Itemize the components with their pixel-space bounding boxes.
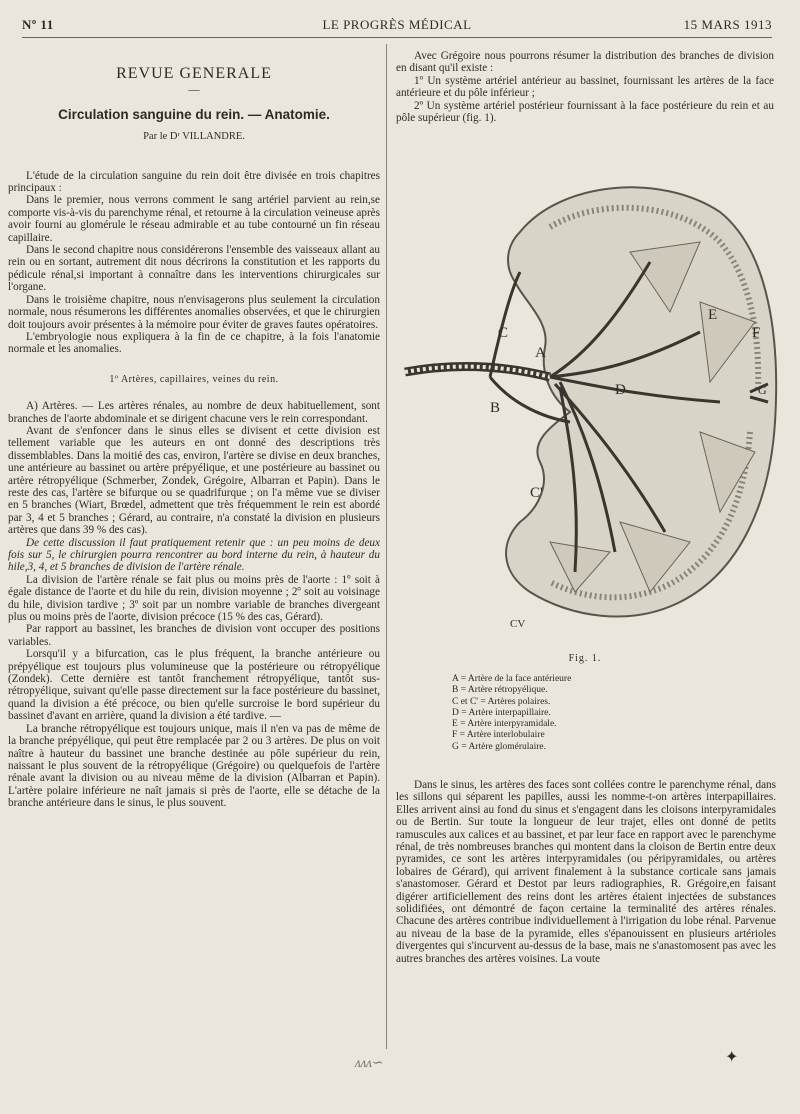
figure-label: C: [498, 325, 509, 341]
right-column-top: [396, 50, 774, 124]
byline: Par le Dʳ VILLANDRE.: [143, 131, 245, 143]
legend-item: A = Artère de la face antérieure: [452, 674, 572, 684]
paragraph: Dans le second chapitre nous considérerons l'ensemble des vaisseaux allant au rein ou en sortant, autrement dit nous décrirons la constitution et les rapports du pédicule rénal,si important à connaître dans les interventions chirurgicales sur l'organe.: [8, 244, 380, 294]
star-ornament-icon: ✦: [725, 1049, 739, 1066]
figure-label: A: [535, 345, 546, 361]
paragraph: L'étude de la circulation sanguine du rein doit être divisée en trois chapitres principaux :: [8, 169, 380, 195]
issue-number: Nº 11: [22, 17, 54, 32]
running-header: [22, 15, 772, 38]
section-heading: 1º Artères, capillaires, veines du rein.: [109, 373, 279, 385]
legend-item: C et C' = Artères polaires.: [452, 696, 551, 707]
paragraph: Avec Grégoire nous pourrons résumer la distribution des branches de division en disant qu'il existe :: [396, 50, 774, 75]
paragraph: 2º Un système artériel postérieur fournissant à la face postérieure du rein et au pôle supérieur (fig. 1).: [396, 99, 774, 125]
legend-item: D = Artère interpapillaire.: [452, 707, 551, 718]
paragraph: De cette discussion il faut pratiquement retenir que : un peu moins de deux fois sur 5, le chirurgien pourra rencontrer au bord interne du rein, à hauteur du hile,3, 4, et 5 branches de division de l'artère rénale.: [8, 536, 380, 574]
paragraph: Par rapport au bassinet, les branches de division vont occuper des positions variables.: [8, 623, 380, 648]
paragraph: Dans le sinus, les artères des faces sont collées contre le parenchyme rénal, dans les sillons qui séparent les papilles, aussi les nomme-t-on artères interpapillaires. Elles arrivent ainsi au fond du sinus et s'engagent dans les cloisons interpyramidales ou de Bertin. Sur toute la longueur de leur trajet, elles ont donné de petits ramuscules aux calices et au bassinet, et par leur face en rapport avec le parenchyme rénal, de très nombreuses branches qui montent dans la cloison de Bertin entre deux pyramides, ce sont les artères interpyramidales (ou péripyramidales, ou artères lobaires de Gérard), qui arrivent finalement à la substance corticale sans jamais s'anastomoser. Gérard et Destot par leurs radiographies, R. Grégoire,en faisant digérer artificiellement des reins dont les artères étaient injectées de substances solidifiées, ont démontré de façon certaine la terminalité des artères rénales. Chacune des artères contribue individuellement à l'irrigation du lobe rénal. Parvenue au niveau de la base de la pyramide, elles s'épanouissent en plusieurs artérioles divergentes qui s'incurvent au-dessus de la base, mais ne s'anastomosent pas avec les autres branches des artères voisines. La voute: [396, 779, 776, 965]
figure-label: C': [530, 485, 543, 501]
paragraph: A) Artères. — Les artères rénales, au nombre de deux habituellement, sont branches de l'aorte abdominale et se dirigent chacune vers le rein correspondant.: [8, 400, 380, 425]
kidney-illustration: [400, 172, 780, 642]
right-column-bottom: [396, 779, 776, 965]
paragraph: 1º Un système artériel antérieur au bassinet, fournissant les artères de la face antérieure et du pôle inférieur ;: [396, 74, 774, 100]
paragraph: Lorsqu'il y a bifurcation, cas le plus fréquent, la branche antérieure ou prépyélique est toujours plus volumineuse que la postérieure ou rétropyélique (Zondek). Cette dernière est tantôt franchement rétropyélique, tantôt sus-rétropyélique, suivant qu'elle passe directement sur la face postérieure du bassinet, quand la division a été précoce, ou bien qu'elle surcroise le bord supérieur du bassinet d'avant en arrière, quand la division a été tardive. —: [8, 648, 380, 723]
paragraph: Dans le premier, nous verrons comment le sang artériel parvient au rein,se comporte vis-à-vis du parenchyme rénal, et retourne à la circulation veineuse après avoir fourni au glomérule le réseau admirable et au tube contourné un fin réseau capillaire.: [8, 194, 380, 244]
column-divider: [386, 44, 387, 1049]
paragraph: La division de l'artère rénale se fait plus ou moins près de l'aorte : 1º soit à égale distance de l'aorte et du hile du rein, division moyenne ; 2º soit au voisinage du hile, division tardive ; 3º soit par un nombre variable de branches divergeant plus ou moins près de l'aorte, division précoce (15 % des cas, Gérard).: [8, 573, 380, 624]
article-title: Circulation sanguine du rein. — Anatomie.: [58, 106, 330, 122]
legend-item: E = Artère interpyramidale.: [452, 719, 557, 730]
figure-legend: [452, 674, 752, 753]
figure-caption: Fig. 1.: [568, 653, 602, 664]
figure-signature: CV: [510, 618, 526, 630]
legend-item: B = Artère rétropyélique.: [452, 685, 548, 696]
figure-label: D: [615, 382, 626, 398]
rubric: REVUE GENERALE: [116, 65, 272, 82]
paragraph: Dans le troisième chapitre, nous n'envisagerons plus seulement la circulation normale, nous résumerons les différentes anomalies observées, et que le chirurgien doit toujours avoir présentes à la mémoire pour éviter de graves fautes opératoires.: [8, 293, 380, 331]
rubric-dash: —: [188, 84, 200, 97]
issue-date: 15 MARS 1913: [683, 17, 772, 32]
paragraph: La branche rétropyélique est toujours unique, mais il n'en va pas de même de la branche prépyélique, qui peut être remplacée par 2 ou 3 artères. De plus on voit naître à hauteur du bassinet une branche destinée au pôle supérieur du rein, naissant le plus souvent de la rétropyélique (Grégoire) ou quelquefois de l'artère rénale avant la division ou au niveau même de la division (Albarran et Papin). L'artère polaire inférieure ne naît jamais si près de l'aorte, elle se détache de la branche antérieure dans le sinus, le plus souvent.: [8, 722, 380, 810]
left-column: [8, 48, 380, 810]
figure-label: E: [708, 307, 718, 323]
handwritten-marginalia: ᴧᴧᴧ∽: [355, 1056, 384, 1071]
figure-label: G: [758, 383, 767, 397]
figure-label: F: [752, 325, 761, 341]
paragraph: Avant de s'enfoncer dans le sinus elles se divisent et cette division est tellement variable que les auteurs en ont donné des descriptions très dissemblables. Dans la moitié des cas, environ, l'artère se divise en deux branches, une antérieure au bassinet ou artère prépyélique, et une postérieure au bassinet ou artère rétropyélique (Schmerber, Zondek, Grégoire, Albarran et Papin). Dans le reste des cas, l'artère se bifurque ou se quadrifurque ; on l'a même vue se diviser en 5 branches (Wiart, Brœdel, admettent que très fréquemment le rein est abordé par 3, 4 et 5 branches ; Gérard, au contraire, n'a constaté la division en plusieurs artères que dans 39 % des cas).: [8, 424, 380, 537]
legend-item: F = Artère interlobulaire: [452, 730, 545, 741]
paragraph: L'embryologie nous expliquera à la fin de ce chapitre, à la fois l'anatomie normale et les anomalies.: [8, 330, 380, 356]
figure-label: B: [490, 400, 501, 416]
legend-item: G = Artère glomérulaire.: [452, 741, 546, 752]
journal-title: LE PROGRÈS MÉDICAL: [322, 17, 472, 32]
